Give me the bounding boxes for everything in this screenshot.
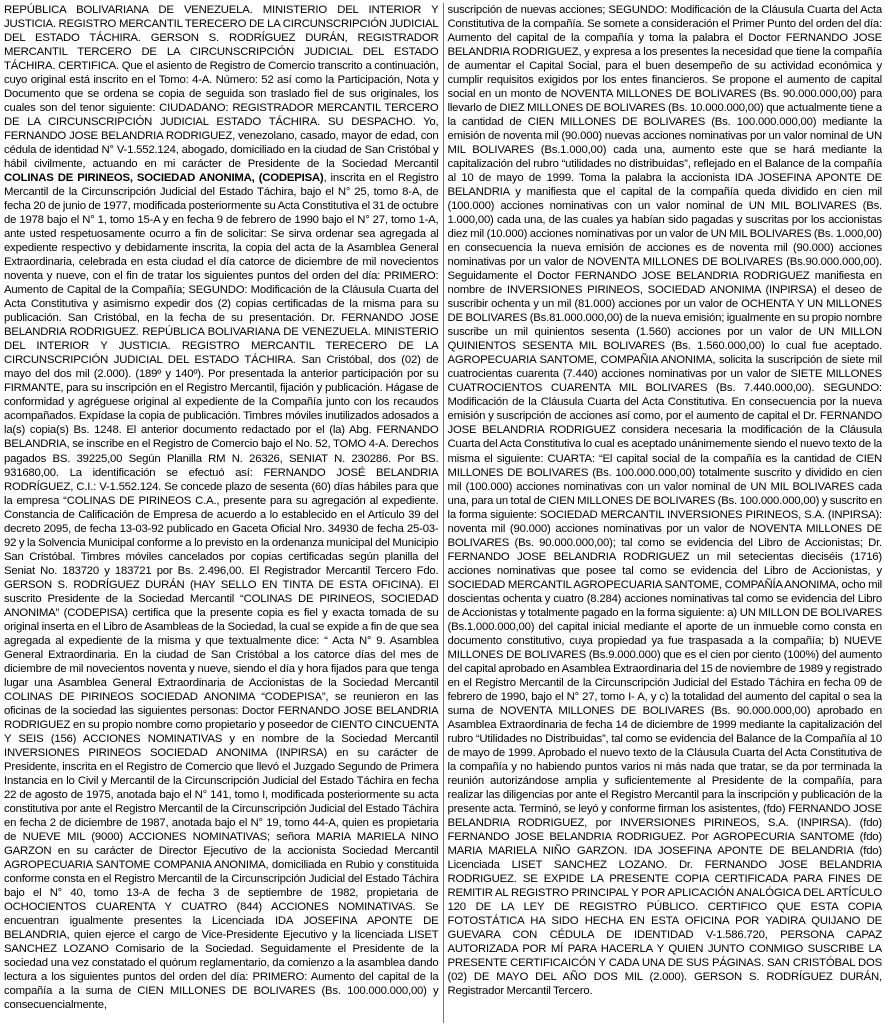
left-paragraph-rest: , inscrita en el Registro Mercantil de la Circunscripción Judicial del Estado Táchira, bajo el N° 25, tomo 8-A, de fecha 20 de junio de 1977, modificada posteriormente su Acta Constitutiva el 31 de octubre de 1978 bajo el N° 1, tomo 15-A y en fecha 9 de febrero de 1990 bajo el N° 27, tomo 1-A, ante usted respetuosamente ocurro a fin de solicitar: Se sirva ordenar sea agregada al expediente respectivo y debidamente inscrita, la copia del acta de la Asamblea General Extraordinaria, celebrada en esta ciudad el día catorce de diciembre de mil novecientos noventa y nueve, con el fin de tratar los siguientes puntos del orden del día: PRIMERO: Aumento de Capital de la Compañía; SEGUNDO: Modificación de la Cláusula Cuarta del Acta Constitutiva y asimismo expedir dos (2) copias certificadas de la misma para su publicación. San Cristóbal, en la fecha de su presentación. Dr. FERNANDO JOSE BELANDRIA RODRIGUEZ. REPÚBLICA BOLIVARIANA DE VENEZUELA. MINISTERIO DEL INTERIOR Y JUSTICIA. REGISTRO MERCANTIL TERECERO DE LA CIRCUNSCRIPCIÓN JUDICIAL DEL ESTADO TÁCHIRA. San Cristóbal, dos (02) de mayo del dos mil (2.000). (189º y 140º). Por presentada la anterior participación por su FIRMANTE, para su inscripción en el Registro Mercantil, fijación y publicación. Hágase de conformidad y agréguese original al expediente de la Compañía junto con los recaudos acompañados. Expídase la copia de publicación. Timbres móviles inutilizados adosados a la(s) copia(s) Bs. 1248. El anterior documento redactado por el (la) Abg. FERNANDO BELANDRIA, se inscribe en el Registro de Comercio bajo el No. 52, TOMO 4-A. Derechos pagados BS. 39225,00 Según Planilla RM N. 26326, SENIAT N. 230286. Por BS. 931680,00. La identificación se efectuó así: FERNANDO JOSÉ BELANDRIA RODRÍGUEZ, C.I.: V-1.552.124. Se concede plazo de sesenta (60) días hábiles para que la empresa “COLINAS DE PIRINEOS C.A., presente para su agregación al expediente. Constancia de Calificación de Empresa de acuerdo a lo establecido en el Artículo 39 del decreto 2095, de fecha 13-03-92 publicado en Gaceta Oficial Nro. 34930 de fecha 25-03-92 y la Solvencia Municipal conforme a lo previsto en la ordenanza municipal del Municipio San Cristóbal. Timbres móviles cancelados por copias certificadas según planilla del Seniat No. 183720 y 183721 por Bs. 2.496,00. El Registrador Mercantil Tercero Fdo. GERSON S. RODRÍGUEZ DURÁN (HAY SELLO EN TINTA DE ESTA OFICINA). El suscrito Presidente de la Sociedad Mercantil “COLINAS DE PIRINEOS, SOCIEDAD ANONIMA” (CODEPISA) certifica que la presente copia es fiel y exacta tomada de su original inserta en el Libro de Asambleas de la Sociedad, la cual se expide a fin de que sea agregada al expediente de la misma y que textualmente dice: “ Acta N° 9. Asamblea General Extraordinaria. En la ciudad de San Cristóbal a los catorce días del mes de diciembre de mil novecientos noventa y nueve, siendo el día y hora fijados para que tenga lugar una Asamblea General Extraordinaria de Accionistas de la Sociedad Mercantil COLINAS DE PIRINEOS SOCIEDAD ANONIMA “CODEPISA”, se reunieron en las oficinas de la sociedad las siguientes personas: Doctor FERNANDO JOSE BELANDRIA RODRIGUEZ en su propio nombre como propietario y poseedor de CIENTO CINCUENTA Y SEIS (156) ACCIONES NOMINATIVAS y en nombre de la Sociedad Mercantil INVERSIONES PIRINEOS SOCIEDAD ANONIMA (INPIRSA) en su carácter de Presidente, inscrita en el Registro de Comercio que llevó el Juzgado Segundo de Primera Instancia en lo Civil y Mercantil de la Circunscripción Judicial del Estado Táchira en fecha 22 de agosto de 1975, anotada bajo el N° 141, tomo I, modificada posteriormente su acta constitutiva por ante el Registro Mercantil de la Circunscripción Judicial del Estado Táchira en fecha 2 de diciembre de 1987, anotada bajo el N° 19, tomo 44-A, quien es propietaria de NUEVE MIL (9000) ACCIONES NOMINATIVAS; señora MARIA MARIELA NINO GARZON en su carácter de Director Ejecutivo de la accionista Sociedad Mercantil AGROPECUARIA SANTOME COMPANIA ANONIMA, domiciliada en Rubio y constituida conforme consta en el Registro Mercantil de la Circunscripción Judicial del Estado Táchira bajo el N° 40, tomo 13-A de fecha 3 de septiembre de 1982, propietaria de OCHOCIENTOS CUARENTA Y CUATRO (844) ACCIONES NOMINATIVAS. Se encuentran igualmente presentes la Licenciada IDA JOSEFINA APONTE DE BELANDRIA, quien ejerce el cargo de Vice-Presidente Ejecutivo y la licenciada LISET SANCHEZ LOZANO Comisario de la Sociedad. Seguidamente el Presidente de la sociedad una vez constatado el quórum reglamentario, da comienzo a la asamblea dando lectura a los siguientes puntos del orden del día: PRIMERO: Aumento del capital de la compañía a la suma de CIEN MILLONES DE BOLIVARES (Bs. 100.000.000,00) y consecuencialmente,: [4, 172, 439, 1012]
right-column: [444, 3, 883, 1023]
left-column: [4, 3, 443, 1023]
company-name-bold: COLINAS DE PIRINEOS, SOCIEDAD ANONIMA, (CODEPISA): [4, 172, 324, 185]
left-column-text: [4, 3, 439, 1012]
right-column-text: suscripción de nuevas acciones; SEGUNDO: Modificación de la Cláusula Cuarta del Acta Constitutiva de la compañía. Se somete a consideración el Primer Punto del orden del día: Aumento del capital de la compañía y toma la palabra el Doctor FERNANDO JOSE BELANDRIA RODRIGUEZ, y expresa a los presentes la necesidad que tiene la compañía de aumentar el Capital Social, para el buen desempeño de su actividad económica y cumplir requisitos exigidos por los entes financieros. Se propone el aumento de capital social en un monto de NOVENTA MILLONES DE BOLIVARES (Bs. 90.000.000,00) para llevarlo de DIEZ MILLONES DE BOLIVARES (Bs. 10.000.000,00) que actualmente tiene a la cantidad de CIEN MILLONES DE BOLIVARES (Bs. 100.000.000,00) mediante la emisión de noventa mil (90.000) nuevas acciones nominativas por un valor nominal de UN MIL BOLIVARES (Bs.1.000,00) cada una, aumento este que se hará mediante la capitalización del rubro “utilidades no distribuidas”, reflejado en el Balance de la compañía al 10 de mayo de 1999. Toma la palabra la accionista IDA JOSEFINA APONTE DE BELANDRIA y manifiesta que el capital de la compañía queda dividido en cien mil (100.000) acciones nominativas con un valor nominal de UN MIL BOLIVARES (Bs. 1.000,00) cada una, de las cuales ya habían sido pagadas y suscritas por los accionistas diez mil (10.000) acciones nominativas por un valor de UN MIL BOLIVARES (Bs. 1.000,00) en consecuencia la nueva emisión de acciones es de noventa mil (90.000) acciones nominativas por un valor de NOVENTA MILLONES DE BOLIVARES (Bs.90.000.000,00). Seguidamente el Doctor FERNANDO JOSE BELANDRIA RODRIGUEZ manifiesta en nombre de INVERSIONES PIRINEOS, SOCIEDAD ANONIMA (INPIRSA) el deseo de suscribir ochenta y un mil (81.000) acciones por un valor de OCHENTA Y UN MILLONES DE BOLIVARES (Bs.81.000.000,00) de la nueva emisión; igualmente en su propio nombre suscribe un mil quinientos sesenta (1.560) acciones por un valor de UN MILLON QUINIENTOS SESENTA MIL BOLIVARES (Bs. 1.560.000,00) lo cual fue aceptado. AGROPECUARIA SANTOME, COMPAÑIA ANONIMA, solicita la suscripción de siete mil cuatrocientas cuarenta (7.440) acciones nominativas por un valor de SIETE MILLONES CUATROCIENTOS CUARENTA MIL BOLIVARES (Bs. 7.440.000,00). SEGUNDO: Modificación de la Cláusula Cuarta del Acta Constitutiva. En consecuencia por la nueva emisión y suscripción de acciones así como, por el aumento de capital el Dr. FERNANDO JOSE BELANDRIA RODRIGUEZ considera necesaria la modificación de la Cláusula Cuarta del Acta Constitutiva lo cual es aceptado unánimemente siendo el nuevo texto de la misma el siguiente: CUARTA: “El capital social de la compañía es la cantidad de CIEN MILLONES DE BOLIVARES (Bs. 100.000.000,00) totalmente suscrito y dividido en cien mil (100.000) acciones nominativas con un valor nominal de UN MIL BOLIVARES cada una, para un total de CIEN MILLONES DE BOLIVARES (Bs. 100.000.000,00) y suscrito en la forma siguiente: SOCIEDAD MERCANTIL INVERSIONES PIRINEOS, S.A. (INPIRSA): noventa mil (90.000) acciones nominativas por un valor de NOVENTA MILLONES DE BOLIVARES (Bs. 90.000.000,00); tal como se evidencia del Libro de Accionistas; Dr. FERNANDO JOSE BELANDRIA RODRIGUEZ un mil setecientas dieciséis (1716) acciones nominativas que posee tal como se evidencia del Libro de Accionistas, y SOCIEDAD MERCANTIL AGROPECUARIA SANTOME, COMPAÑÍA ANONIMA, ocho mil doscientas ochenta y cuatro (8.284) acciones nominativas tal como se evidencia del Libro de Accionistas y totalmente pagado en la forma siguiente: a) UN MILLON DE BOLIVARES (Bs.1.000.000,00) del capital inicial mediante el aporte de un inmueble como consta en documento constitutivo, cuya propiedad ya fue traspasada a la compañía; b) NUEVE MILLONES DE BOLIVARES (Bs.9.000.000) que es el cien por ciento (100%) del aumento del capital aprobado en Asamblea Extraordinaria del 15 de noviembre de 1989 y registrado en el Registro Mercantil de la Circunscripción Judicial del Estado Táchira en fecha 09 de febrero de 1990, bajo el N° 27, tomo I- A, y c) la totalidad del aumento del capital o sea la suma de NOVENTA MILLONES DE BOLIVARES (Bs. 90.000.000,00) aprobado en Asamblea Extraordinaria de fecha 14 de diciembre de 1999 mediante la capitalización del rubro “Utilidades no Distribuidas”, tal como se evidencia del Balance de la Compañía al 10 de mayo de 1999. Aprobado el nuevo texto de la Cláusula Cuarta del Acta Constitutiva de la compañía y no habiendo puntos varios ni más nada que tratar, se da por terminada la reunión autorizándose amplia y suficientemente al Presidente de la compañía, para realizar las diligencias por ante el Registro Mercantil para la inscripción y publicación de la presente acta. Terminó, se leyó y conforme firman los asistentes, (fdo) FERNANDO JOSE BELANDRIA RODRIGUEZ, por INVERSIONES PIRINEOS, S.A. (INPIRSA). (fdo) FERNANDO JOSE BELANDRIA RODRIGUEZ. Por AGROPECURIA SANTOME (fdo) MARIA MARIELA NIÑO GARZON. IDA JOSEFINA APONTE DE BELANDRIA (fdo) Licenciada LISET SANCHEZ LOZANO. Dr. FERNANDO JOSE BELANDRIA RODRIGUEZ. SE EXPIDE LA PRESENTE COPIA CERTIFICADA PARA FINES DE REMITIR AL REGISTRO PRINCIPAL Y POR APLICACIÓN ANALÓGICA DEL ARTÍCULO 120 DE LA LEY DE REGISTRO PÚBLICO. CERTIFICO QUE ESTA COPIA FOTOSTÁTICA HA SIDO HECHA EN ESTA OFICINA POR YADIRA QUIJANO DE GUEVARA CON CÉDULA DE IDENTIDAD V-1.586.720, PERSONA CAPAZ AUTORIZADA POR MÍ PARA HACERLA Y QUIEN JUNTO CONMIGO SUSCRIBE LA PRESENTE CERTIFICAICÓN Y CADA UNA DE SUS PÁGINAS. SAN CRISTÓBAL DOS (02) DE MAYO DEL AÑO DOS MIL (2.000). GERSON S. RODRÍGUEZ DURÁN, Registrador Mercantil Tercero.: [447, 4, 882, 998]
left-paragraph-start: REPÚBLICA BOLIVARIANA DE VENEZUELA. MINISTERIO DEL INTERIOR Y JUSTICIA. REGISTRO MERCANTIL TERECERO DE LA CIRCUNSCRIPCIÓN JUDICIAL DEL ESTADO TÁCHIRA. GERSON S. RODRÍGUEZ DURÁN, REGISTRADOR MERCANTIL TERCERO DE LA CIRCUNSCRIPCIÓN JUDICIAL DEL ESTADO TÁCHIRA. CERTIFICA. Que el asiento de Registro de Comercio transcrito a continuación, cuyo original está inscrito en el Tomo: 4-A. Número: 52 así como la Participación, Nota y Documento que se ordena se copia de seguida son traslado fiel de sus originales, los cuales son del tenor siguiente: CIUDADANO: REGISTRADOR MERCANTIL TERCERO DE LA CIRCUNSCRIPCIÓN JUDICIAL ESTADO TÁCHIRA. SU DESPACHO. Yo, FERNANDO JOSE BELANDRIA RODRIGUEZ, venezolano, casado, mayor de edad, con cédula de identidad N° V-1.552.124, abogado, domiciliado en la ciudad de San Cristóbal y hábil civilmente, actuando en mi carácter de Presidente de la Sociedad Mercantil: [4, 4, 439, 171]
